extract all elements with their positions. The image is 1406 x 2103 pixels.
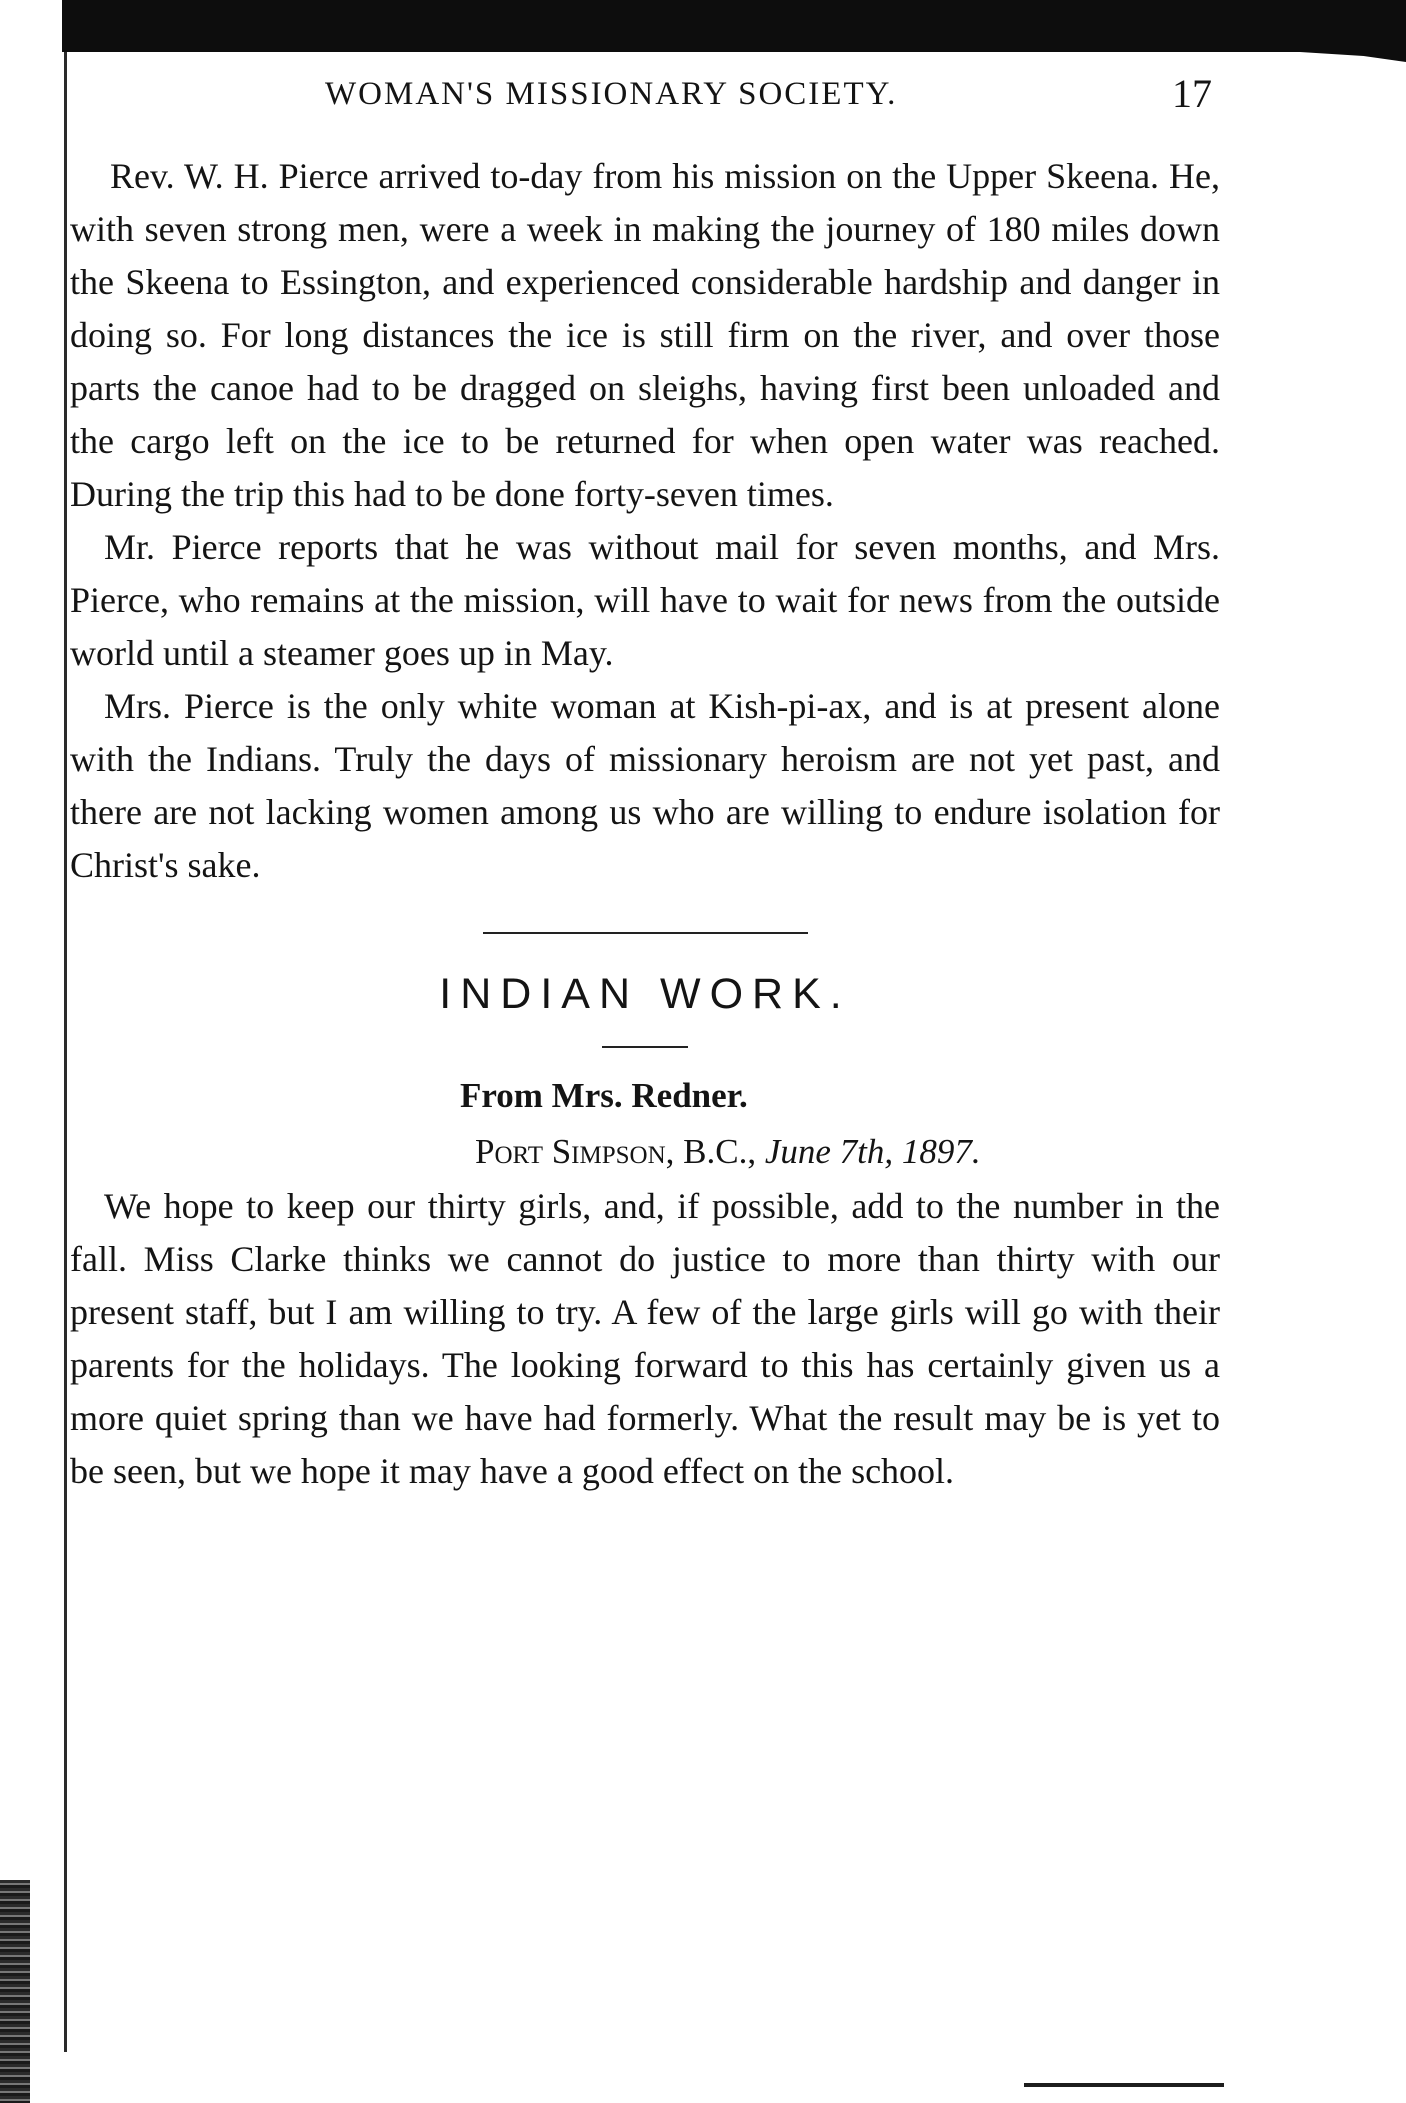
paragraph: Rev. W. H. Pierce arrived to-day from his mission on the Upper Skeena. He, with seven strong men, were a week in making the journey of 180 miles down the Skeena to Essington, and experienced considerable hardship and danger in doing so. For long distances the ice is still firm on the river, and over those parts the canoe had to be dragged on sleighs, having first been unloaded and the cargo left on the ice to be returned for when open water was reached. During the trip this had to be done forty-seven times.: [70, 156, 1220, 514]
dateline-date: June 7th, 1897.: [764, 1132, 981, 1171]
dateline-place: Port Simpson, B.C.,: [475, 1132, 757, 1171]
text-block: [70, 150, 1220, 1498]
binding-strip: [0, 1880, 30, 2103]
heading-underline: [602, 1046, 688, 1048]
section-divider: [483, 932, 808, 934]
letter-from: From Mrs. Redner.: [460, 1076, 748, 1115]
dateline: [475, 1124, 1220, 1180]
page-number: 17: [1172, 71, 1212, 116]
paragraph: Mr. Pierce reports that he was without mail for seven months, and Mrs. Pierce, who remains at the mission, will have to wait for news from the outside world until a steamer goes up in May.: [70, 527, 1220, 673]
top-black-rule: [62, 0, 1406, 52]
top-rule-tail: [1300, 52, 1406, 62]
section-heading: INDIAN WORK.: [439, 970, 851, 1018]
left-margin-line: [64, 52, 67, 2052]
paragraph: We hope to keep our thirty girls, and, if possible, add to the number in the fall. Miss Clarke thinks we cannot do justice to more than thirty with our present staff, but I am willing to try. A few of the large girls will go with their parents for the holidays. The looking forward to this has certainly given us a more quiet spring than we have had formerly. What the result may be is yet to be seen, but we hope it may have a good effect on the school.: [70, 1186, 1220, 1491]
paragraph: Mrs. Pierce is the only white woman at Kish-pi-ax, and is at present alone with the Indians. Truly the days of missionary heroism are not yet past, and there are not lacking women among us who are willing to endure isolation for Christ's sake.: [70, 686, 1220, 885]
running-head: [120, 70, 1230, 120]
running-title: WOMAN'S MISSIONARY SOCIETY.: [325, 76, 898, 112]
bottom-rule-mark: [1024, 2083, 1224, 2087]
